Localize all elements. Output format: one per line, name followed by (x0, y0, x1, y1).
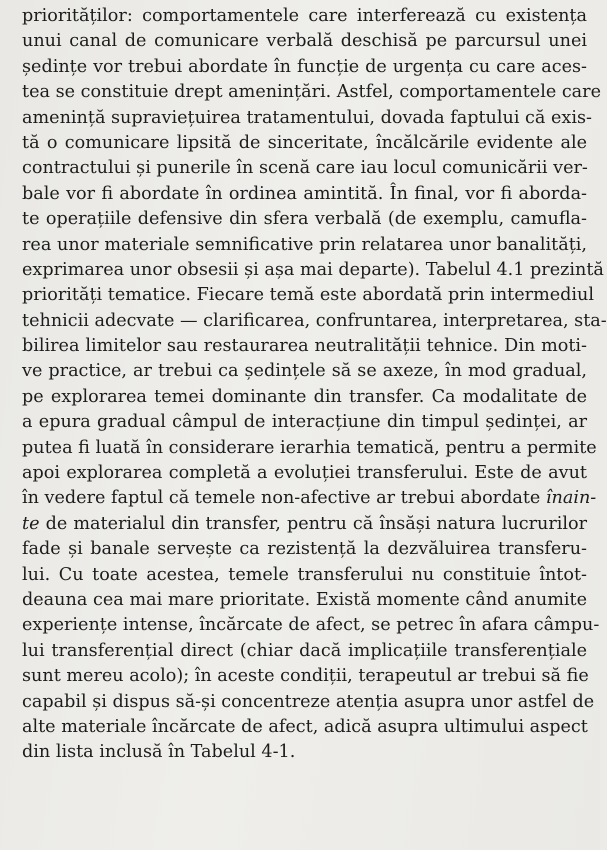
text-line (22, 359, 587, 384)
text-segment: capabil și dispus să-și concentreze atenția asupra unor astfel de (22, 691, 595, 712)
text-line (22, 29, 587, 54)
text-segment: sunt mereu acolo); în aceste condiții, terapeutul ar trebui să fie (22, 666, 589, 687)
text-segment: a epura gradual câmpul de interacțiune din timpul ședinței, ar (22, 412, 587, 433)
text-line (22, 461, 587, 486)
text-segment: ve practice, ar trebui ca ședințele să se axeze, în mod gradual, (22, 361, 587, 382)
text-line (22, 563, 587, 588)
text-line (22, 512, 587, 537)
text-line (22, 385, 587, 410)
text-segment: fade și banale servește ca rezistență la dezvăluirea transferu- (22, 539, 587, 560)
text-line (22, 690, 595, 715)
text-segment: din lista inclusă în Tabelul 4-1. (22, 742, 296, 763)
text-segment: tehnicii adecvate — clarificarea, confruntarea, interpretarea, sta- (22, 310, 607, 331)
text-line (22, 207, 587, 232)
text-segment: experiențe intense, încărcate de afect, se petrec în afara câmpu- (22, 615, 600, 636)
text-line (22, 233, 587, 258)
text-line (22, 664, 587, 689)
text-segment: în vedere faptul că temele non-afective ar trebui abordate (22, 488, 546, 509)
text-line (22, 715, 587, 740)
text-segment: putea fi luată în considerare ierarhia tematică, pentru a permite (22, 437, 597, 458)
text-segment: ședințe vor trebui abordate în funcție de urgența cu care aces- (22, 56, 587, 77)
text-segment: pe explorarea temei dominante din transfer. Ca modalitate de (22, 386, 587, 407)
text-line (22, 537, 587, 562)
italic-text: te (22, 513, 40, 534)
text-segment: tă o comunicare lipsită de sinceritate, încălcările evidente ale (22, 132, 587, 153)
text-segment: contractului și punerile în scenă care iau locul comunicării ver- (22, 158, 588, 179)
text-segment: bilirea limitelor sau restaurarea neutralității tehnice. Din moti- (22, 336, 587, 357)
text-line (22, 486, 597, 511)
text-segment: unui canal de comunicare verbală deschisă pe parcursul unei (22, 31, 587, 52)
text-line (22, 309, 607, 334)
text-segment: apoi explorarea completă a evoluției transferului. Este de avut (22, 463, 587, 484)
text-line (22, 639, 587, 664)
text-segment: lui. Cu toate acestea, temele transferului nu constituie întot- (22, 564, 587, 585)
body-paragraph (22, 4, 607, 766)
text-segment: de materialul din transfer, pentru că însăși natura lucrurilor (39, 513, 587, 534)
text-line (22, 55, 587, 80)
text-line (22, 80, 601, 105)
text-line (22, 436, 597, 461)
text-line (22, 156, 587, 181)
text-line (22, 410, 587, 435)
text-segment: te operațiile defensive din sfera verbală (de exemplu, camufla- (22, 209, 587, 230)
text-line (22, 588, 587, 613)
text-line (22, 283, 595, 308)
text-line (22, 740, 587, 765)
text-line (22, 613, 600, 638)
text-segment: exprimarea unor obsesii și așa mai departe). Tabelul 4.1 prezintă (22, 259, 604, 280)
text-line (22, 258, 604, 283)
text-segment: alte materiale încărcate de afect, adică asupra ultimului aspect (22, 716, 588, 737)
text-segment: lui transferențial direct (chiar dacă implicațiile transferențiale (22, 640, 587, 661)
text-segment: amenință supraviețuirea tratamentului, dovada faptului că exis- (22, 107, 592, 128)
text-line (22, 4, 587, 29)
text-segment: tea se constituie drept amenințări. Astfel, comportamentele care (22, 82, 601, 103)
text-segment: priorități tematice. Fiecare temă este abordată prin intermediul (22, 285, 595, 306)
text-segment: priorităților: comportamentele care interferează cu existența (22, 6, 587, 26)
italic-text: înain- (545, 488, 597, 509)
text-line (22, 334, 587, 359)
text-segment: deauna cea mai mare prioritate. Există momente când anumite (22, 589, 587, 610)
text-line (22, 106, 592, 131)
text-line (22, 182, 587, 207)
text-segment: bale vor fi abordate în ordinea amintită. În final, vor fi aborda- (22, 183, 587, 204)
text-segment: rea unor materiale semnificative prin relatarea unor banalități, (22, 234, 587, 255)
text-line (22, 131, 587, 156)
